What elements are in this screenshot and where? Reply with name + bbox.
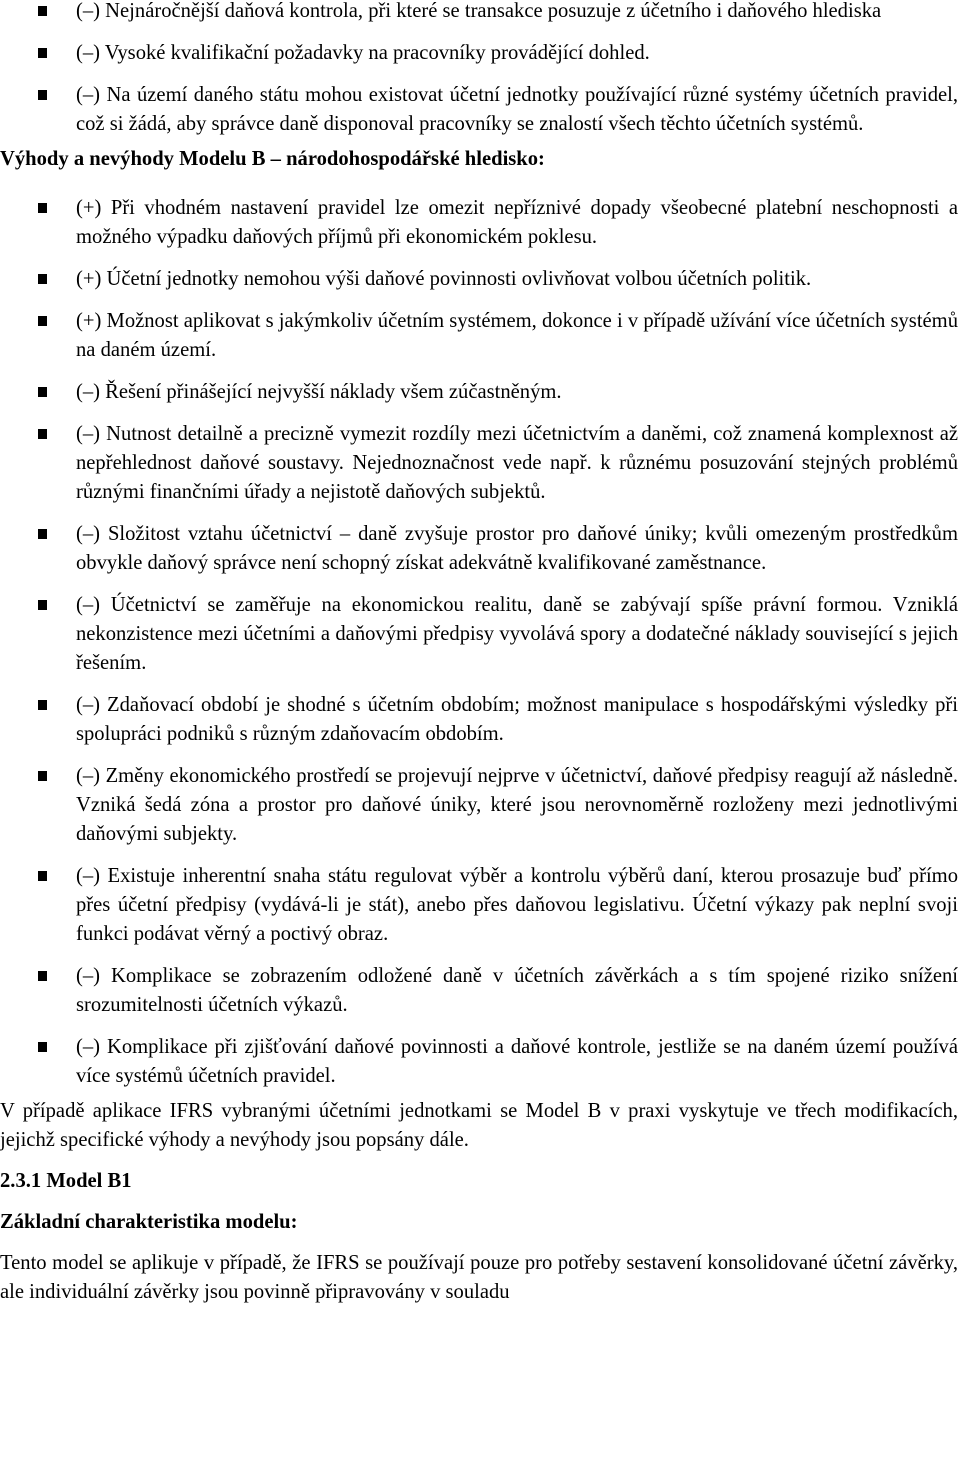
list-item-text: (–) Účetnictví se zaměřuje na ekonomickou realitu, daně se zabývají spíše právní formou. Vzniklá nekonzistence mezi účetními a daňovými předpisy vyvolává spory a dodatečné náklady související s jejich řešením. (76, 594, 958, 674)
final-paragraph: Tento model se aplikuje v případě, že IFRS se používají pouze pro potřeby sestavení konsolidované účetní závěrky, ale individuální závěrky jsou povinně připravovány v souladu (0, 1252, 958, 1303)
square-bullet-icon (38, 429, 47, 439)
list-item-text: (–) Složitost vztahu účetnictví – daně zvyšuje prostor pro daňové úniky; kvůli omezeným prostředkům obvykle daňový správce není schopný získat adekvátně kvalifikované zaměstnance. (76, 523, 958, 574)
list-item (0, 81, 958, 139)
list-item-text: (–) Komplikace při zjišťování daňové povinnosti a daňové kontrole, jestliže se na daném území používá více systémů účetních pravidel. (76, 1036, 958, 1087)
square-bullet-icon (38, 871, 47, 881)
list-item-text: (–) Nutnost detailně a precizně vymezit rozdíly mezi účetnictvím a daněmi, což znamená komplexnost až nepřehlednost daňové soustavy. Nejednoznačnost vede např. k různému posuzování stejných problémů různými finančními úřady a nejistotě daňových subjektů. (76, 423, 958, 503)
list-item-text: (–) Zdaňovací období je shodné s účetním obdobím; možnost manipulace s hospodářskými výsledky při spolupráci podniků s různým zdaňovacím obdobím. (76, 694, 958, 745)
square-bullet-icon (38, 203, 47, 213)
list-item (0, 194, 958, 252)
list-item (0, 0, 958, 26)
list-item-text: (–) Na území daného státu mohou existovat účetní jednotky používající různé systémy účetních pravidel, což si žádá, aby správce daně disponoval pracovníky se znalostí všech těchto účetních systémů. (76, 84, 958, 135)
list-item-text: (–) Komplikace se zobrazením odložené daně v účetních závěrkách a s tím spojené riziko snížení srozumitelnosti účetních výkazů. (76, 965, 958, 1016)
square-bullet-icon (38, 971, 47, 981)
list-item (0, 762, 958, 849)
advantages-disadvantages-list (0, 194, 958, 1091)
characteristics-heading: Základní charakteristika modelu: (0, 1211, 298, 1233)
subsection-heading: 2.3.1 Model B1 (0, 1170, 132, 1192)
list-item (0, 591, 958, 678)
list-item (0, 378, 958, 407)
square-bullet-icon (38, 600, 47, 610)
list-item-text: (+) Účetní jednotky nemohou výši daňové povinnosti ovlivňovat volbou účetních politik. (76, 268, 812, 290)
square-bullet-icon (38, 529, 47, 539)
square-bullet-icon (38, 387, 47, 397)
square-bullet-icon (38, 6, 47, 16)
list-item-text: (–) Nejnáročnější daňová kontrola, při které se transakce posuzuje z účetního i daňového hlediska (76, 0, 882, 22)
list-item (0, 962, 958, 1020)
list-item-text: (–) Změny ekonomického prostředí se projevují nejprve v účetnictví, daňové předpisy reagují až následně. Vzniká šedá zóna a prostor pro daňové úniky, které jsou nerovnoměrně rozloženy mezi jednotlivými daňovými subjekty. (76, 765, 958, 845)
square-bullet-icon (38, 771, 47, 781)
list-item (0, 420, 958, 507)
square-bullet-icon (38, 700, 47, 710)
list-item (0, 862, 958, 949)
square-bullet-icon (38, 316, 47, 326)
list-item-text: (+) Při vhodném nastavení pravidel lze omezit nepříznivé dopady všeobecné platební neschopnosti a možného výpadku daňových příjmů při ekonomickém poklesu. (76, 197, 958, 248)
list-item (0, 691, 958, 749)
square-bullet-icon (38, 274, 47, 284)
list-item-text: (–) Vysoké kvalifikační požadavky na pracovníky provádějící dohled. (76, 42, 650, 64)
section-heading: Výhody a nevýhody Modelu B – národohospodářské hledisko: (0, 148, 545, 170)
list-item (0, 1033, 958, 1091)
square-bullet-icon (38, 48, 47, 58)
list-item (0, 520, 958, 578)
square-bullet-icon (38, 90, 47, 100)
list-item-text: (–) Existuje inherentní snaha státu regulovat výběr a kontrolu výběrů daní, kterou prosazuje buď přímo přes účetní předpisy (vydává-li je stát), anebo přes daňovou legislativu. Účetní výkazy pak neplní svoji funkci podávat věrný a poctivý obraz. (76, 865, 958, 945)
ifrs-paragraph: V případě aplikace IFRS vybranými účetními jednotkami se Model B v praxi vyskytuje ve třech modifikacích, jejichž specifické výhody a nevýhody jsou popsány dále. (0, 1100, 958, 1151)
list-item (0, 265, 958, 294)
square-bullet-icon (38, 1042, 47, 1052)
list-item-text: (+) Možnost aplikovat s jakýmkoliv účetním systémem, dokonce i v případě užívání více účetních systémů na daném území. (76, 310, 958, 361)
top-bullet-list (0, 0, 958, 139)
list-item (0, 307, 958, 365)
list-item-text: (–) Řešení přinášející nejvyšší náklady všem zúčastněným. (76, 381, 562, 403)
list-item (0, 39, 958, 68)
